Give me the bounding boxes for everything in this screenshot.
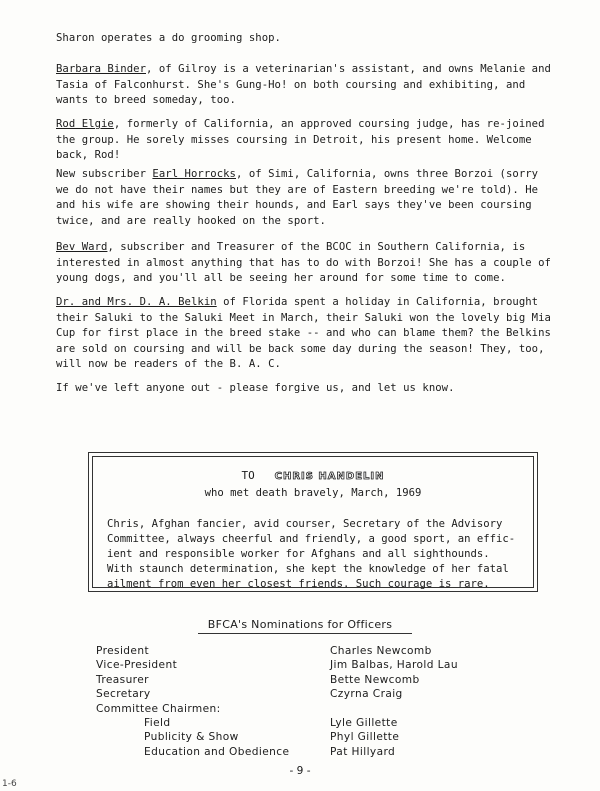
closing-line xyxy=(56,381,556,397)
nomination-row xyxy=(96,703,546,717)
nominations-list xyxy=(96,645,546,760)
office-title: Education and Obedience xyxy=(144,745,290,758)
nominee-name: Lyle Gillette xyxy=(330,716,398,729)
nominee-name: Charles Newcomb xyxy=(330,645,432,657)
office-title: Vice-President xyxy=(96,659,178,672)
paragraph-bev-ward xyxy=(56,240,556,287)
nominee-name: Czyrna Craig xyxy=(330,688,403,701)
earl-text: , of Simi, California, owns three Borzoi (sorry we do not have their names but they are of Eastern breeding we're told). He and his wife are showing their hounds, and Earl says they've been coursing twice, and are really hooked on the sport. xyxy=(56,168,539,227)
person-name-earl: Earl Horrocks xyxy=(152,168,236,180)
memorial-subtitle: who met death bravely, March, 1969 xyxy=(204,487,422,499)
nomination-row xyxy=(96,674,546,688)
memorial-inner-border xyxy=(92,456,534,588)
earl-prefix: New subscriber xyxy=(56,168,153,180)
nominee-name: Jim Balbas, Harold Lau xyxy=(330,659,458,672)
office-title: Secretary xyxy=(96,688,151,701)
nominations-heading xyxy=(0,618,600,631)
memorial-dedication xyxy=(93,469,533,482)
nomination-row xyxy=(96,717,546,731)
person-name-barbara: Barbara Binder xyxy=(56,63,146,75)
paragraph-barbara-binder xyxy=(56,62,556,109)
barbara-text: , of Gilroy is a veterinarian's assistant, and owns Melanie and Tasia of Falconhurst. She's Gung-Ho! on both coursing and exhibiting, and wants to breed someday, too. xyxy=(56,63,551,106)
office-title: Field xyxy=(144,716,171,729)
paragraph-belkin xyxy=(56,295,556,373)
paragraph-earl-horrocks xyxy=(56,167,556,229)
nominee-name: Pat Hillyard xyxy=(330,745,396,758)
office-title: Publicity & Show xyxy=(144,731,239,744)
memorial-to: TO xyxy=(241,469,255,482)
office-title: Committee Chairmen: xyxy=(96,702,221,715)
page-number: - 9 - xyxy=(289,765,311,777)
nomination-row xyxy=(96,731,546,745)
margin-mark: 1-6 xyxy=(2,779,17,789)
sharon-text: Sharon operates a do grooming shop. xyxy=(56,32,281,44)
belkin-text: of Florida spent a holiday in California, brought their Saluki to the Saluki Meet in March, their Saluki won the lovely big Mia Cup for first place in the breed stake -- and who can blame them? the Belkins are sold on coursing and will be back some day during the season! They, too, will now be readers of the B. A. C. xyxy=(56,296,551,370)
rod-text: , formerly of California, an approved coursing judge, has re-joined the group. He sorely misses coursing in Detroit, his present home. Welcome back, Rod! xyxy=(56,118,545,161)
nomination-row xyxy=(96,659,546,673)
nomination-row xyxy=(96,645,546,659)
paragraph-rod-elgie xyxy=(56,117,556,164)
person-name-rod: Rod Elgie xyxy=(56,118,114,130)
office-title: Treasurer xyxy=(96,673,149,686)
bev-text: , subscriber and Treasurer of the BCOC in Southern California, is interested in almost anything that has to do with Borzoi! She has a couple of young dogs, and you'll all be seeing her around for some time to come. xyxy=(56,241,551,284)
nominations-title: BFCA's Nominations for Officers xyxy=(207,618,393,631)
heading-underline xyxy=(198,633,412,634)
person-name-belkin: Dr. and Mrs. D. A. Belkin xyxy=(56,296,217,308)
closing-text: If we've left anyone out - please forgive us, and let us know. xyxy=(56,382,455,394)
office-title: President xyxy=(96,645,150,657)
memorial-box xyxy=(88,452,538,592)
nomination-row xyxy=(96,688,546,702)
nominee-name: Phyl Gillette xyxy=(330,731,400,744)
paragraph-sharon xyxy=(56,31,556,47)
memorial-body: Chris, Afghan fancier, avid courser, Secretary of the Advisory Committee, always cheerful and friendly, a good sport, an effic-ient and responsible worker for Afghans and all sighthounds. With staunch determination, she kept the knowledge of her fatal ailment from even her closest friends. Such courage is rare. xyxy=(107,518,516,590)
memorial-name: CHRIS HANDELIN xyxy=(274,471,385,482)
nominee-name: Bette Newcomb xyxy=(330,673,420,686)
nomination-row xyxy=(96,746,546,760)
person-name-bev: Bev Ward xyxy=(56,241,108,253)
